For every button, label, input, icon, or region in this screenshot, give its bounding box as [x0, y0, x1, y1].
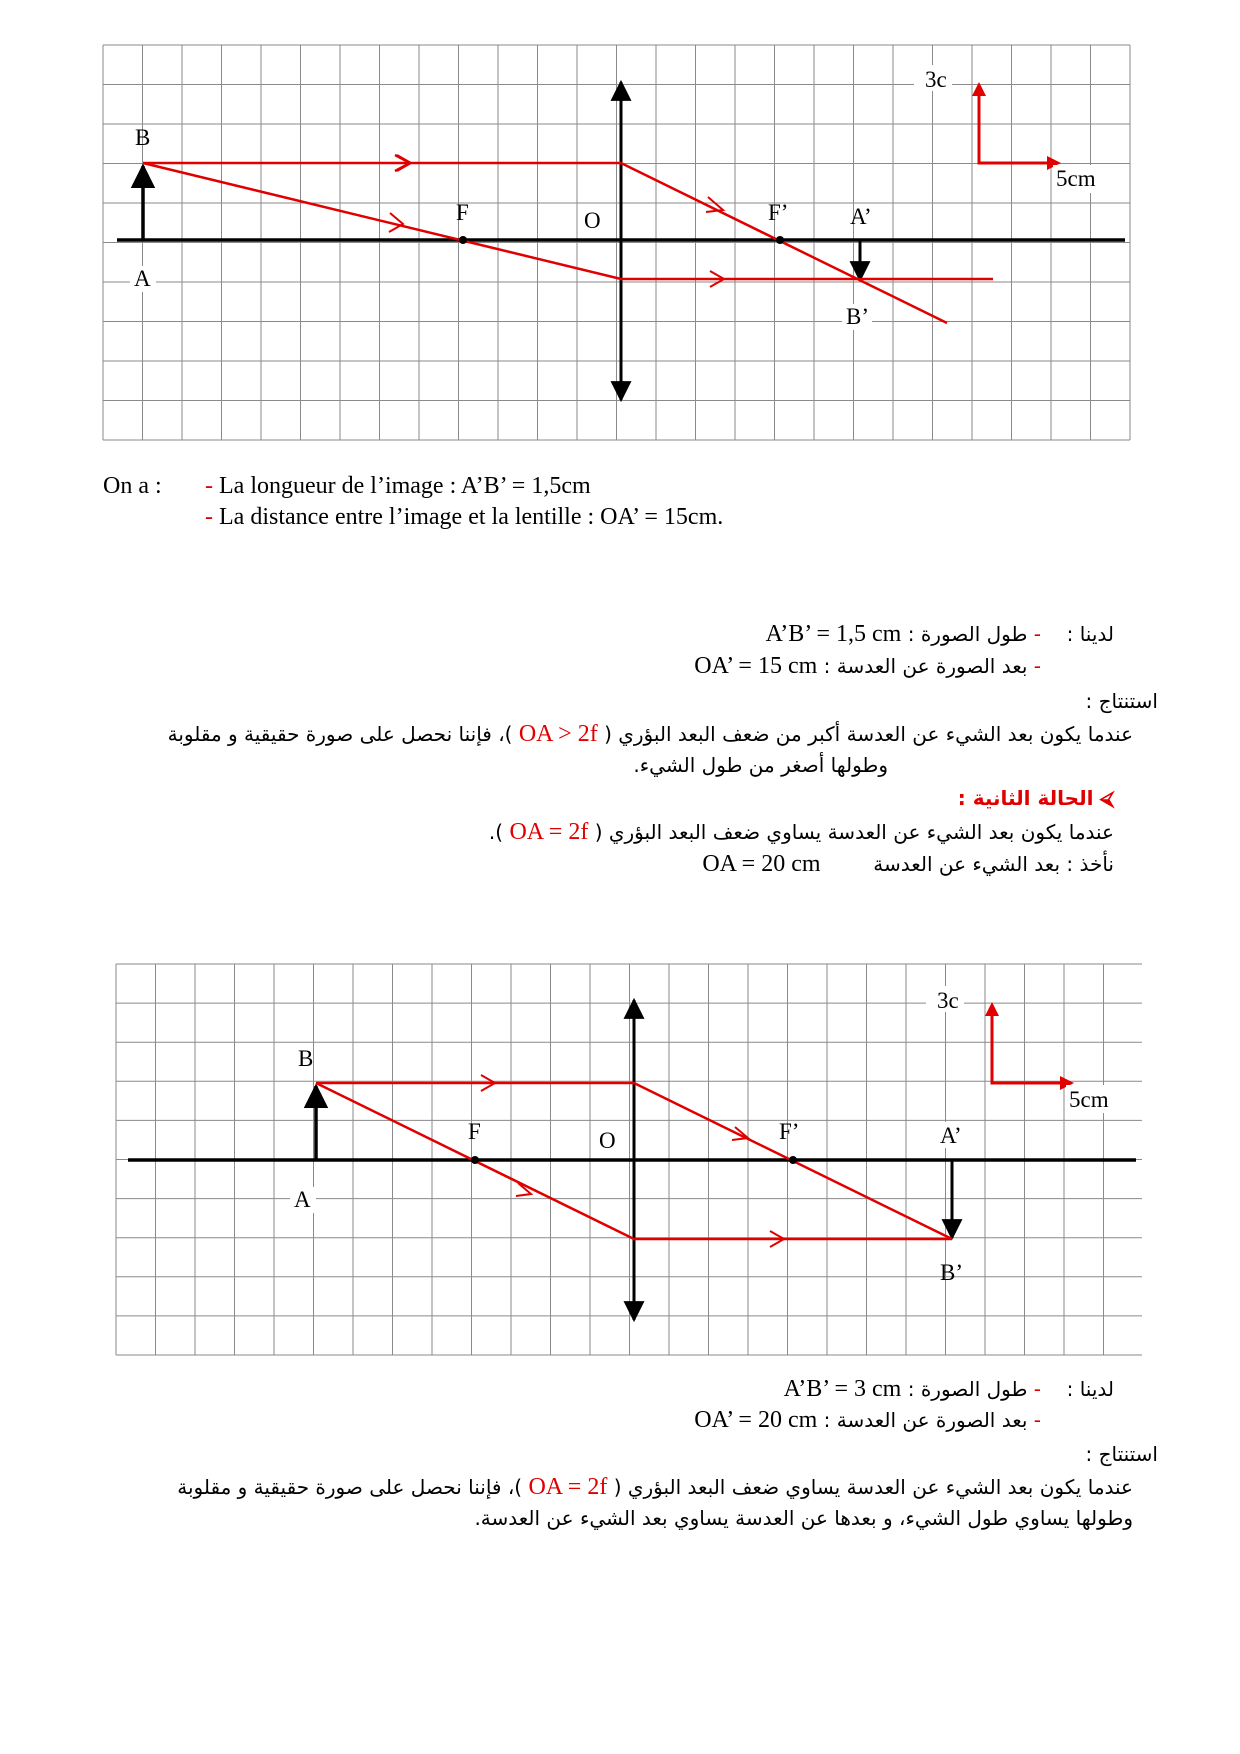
focal-point-object: [471, 1156, 479, 1164]
bullet-arrow-icon: ⮘: [1099, 786, 1114, 810]
case2-take-label: نأخذ : بعد الشيء عن العدسة: [873, 852, 1114, 876]
label-F-prime: F’: [779, 1119, 800, 1144]
french-line-2: [205, 501, 723, 533]
conclusion-text: )، فإننا نحصل على صورة حقيقية و مقلوبة: [177, 1475, 523, 1499]
french-intro: On a :: [103, 473, 162, 499]
label-B-prime: B’: [940, 1260, 963, 1285]
case2-description-text: عندما يكون بعد الشيء عن العدسة يساوي ضعف البعد البؤري (: [594, 820, 1114, 844]
label-F-prime: F’: [768, 200, 789, 225]
case2-description: [489, 817, 1114, 848]
label-F: F: [456, 200, 469, 225]
condition-formula: OA > 2f: [518, 721, 598, 747]
grid: [103, 45, 1130, 440]
case2-conclusion-line1: [177, 1472, 1133, 1503]
image-distance-value: OA’ = 20 cm: [694, 1407, 818, 1433]
case2-take-row: [702, 849, 1114, 880]
label-F: F: [468, 1119, 481, 1144]
image-length-label: طول الصورة :: [907, 622, 1028, 646]
scale-horizontal-label: 5cm: [1056, 166, 1096, 191]
label-A-prime: A’: [940, 1123, 962, 1148]
scale-indicator: [972, 82, 1061, 170]
case1-conclusion-line2: وطولها أصغر من طول الشيء.: [633, 753, 888, 777]
image-length-value: A’B’ = 1,5 cm: [765, 621, 902, 647]
label-O: O: [599, 1128, 616, 1153]
label-A: A: [134, 266, 151, 291]
focal-point-image: [789, 1156, 797, 1164]
label-B: B: [135, 125, 151, 150]
conclusion-text: )، فإننا نحصل على صورة حقيقية و مقلوبة: [167, 722, 513, 746]
ray-diagram-case2-svg: [0, 940, 1240, 1360]
bullet-dash: -: [1033, 1408, 1041, 1432]
case2-conclusion-line2: وطولها يساوي طول الشيء، و بعدها عن العدسة يساوي بعد الشيء عن العدسة.: [474, 1506, 1133, 1530]
case1-conclusion-line1: [168, 719, 1133, 750]
case1-conclusion-title: استنتاج :: [1085, 689, 1158, 713]
case2-given-label: لدينا :: [1066, 1377, 1114, 1401]
case2-formula: OA = 2f: [509, 819, 589, 845]
image-distance-label: بعد الصورة عن العدسة :: [823, 1408, 1028, 1432]
case2-description-text: ).: [488, 820, 504, 844]
image-distance-value: OA’ = 15 cm: [694, 653, 818, 679]
label-A-prime: A’: [850, 204, 872, 229]
case2-conclusion-title: استنتاج :: [1085, 1442, 1158, 1466]
conclusion-text: عندما يكون بعد الشيء عن العدسة أكبر من ضعف البعد البؤري (: [604, 722, 1133, 746]
bullet-dash: -: [1033, 622, 1041, 646]
case2-heading: [958, 783, 1114, 814]
case1-length-row: [766, 619, 1041, 650]
conclusion-text: عندما يكون بعد الشيء عن العدسة يساوي ضعف البعد البؤري (: [613, 1475, 1133, 1499]
case2-take-value: OA = 20 cm: [702, 851, 821, 877]
scale-indicator: [985, 1002, 1074, 1090]
focal-point-image: [776, 236, 784, 244]
image-distance-text: La distance entre l’image et la lentille : OA’ = 15cm.: [219, 504, 724, 530]
label-B-prime: B’: [846, 304, 869, 329]
focal-point-object: [459, 236, 467, 244]
image-length-label: طول الصورة :: [907, 1377, 1028, 1401]
case2-distance-row: [694, 1405, 1041, 1436]
ray-direction-marks: [389, 155, 724, 287]
case1-distance-row: [694, 651, 1041, 682]
label-B: B: [298, 1046, 314, 1071]
scale-horizontal-label: 5cm: [1069, 1087, 1109, 1112]
image-length-text: La longueur de l’image : A’B’ = 1,5cm: [219, 473, 591, 499]
french-line-1: [205, 470, 591, 502]
label-O: O: [584, 208, 601, 233]
case1-given-label: لدينا :: [1066, 622, 1114, 646]
image-length-value: A’B’ = 3 cm: [783, 1376, 902, 1402]
label-A: A: [294, 1187, 311, 1212]
ray-diagram-case1: [0, 0, 1240, 450]
image-distance-label: بعد الصورة عن العدسة :: [823, 654, 1028, 678]
ray-diagram-case1-svg: [0, 0, 1240, 450]
condition-formula: OA = 2f: [528, 1474, 608, 1500]
bullet-dash: -: [1033, 1377, 1041, 1401]
ray-diagram-case2: [0, 940, 1240, 1360]
bullet-dash: -: [205, 504, 213, 530]
scale-vertical-label: 3c: [937, 988, 959, 1013]
case2-title: الحالة الثانية :: [957, 786, 1094, 810]
scale-vertical-label: 3c: [925, 67, 947, 92]
case2-length-row: [784, 1374, 1041, 1405]
bullet-dash: -: [205, 473, 213, 499]
bullet-dash: -: [1033, 654, 1041, 678]
